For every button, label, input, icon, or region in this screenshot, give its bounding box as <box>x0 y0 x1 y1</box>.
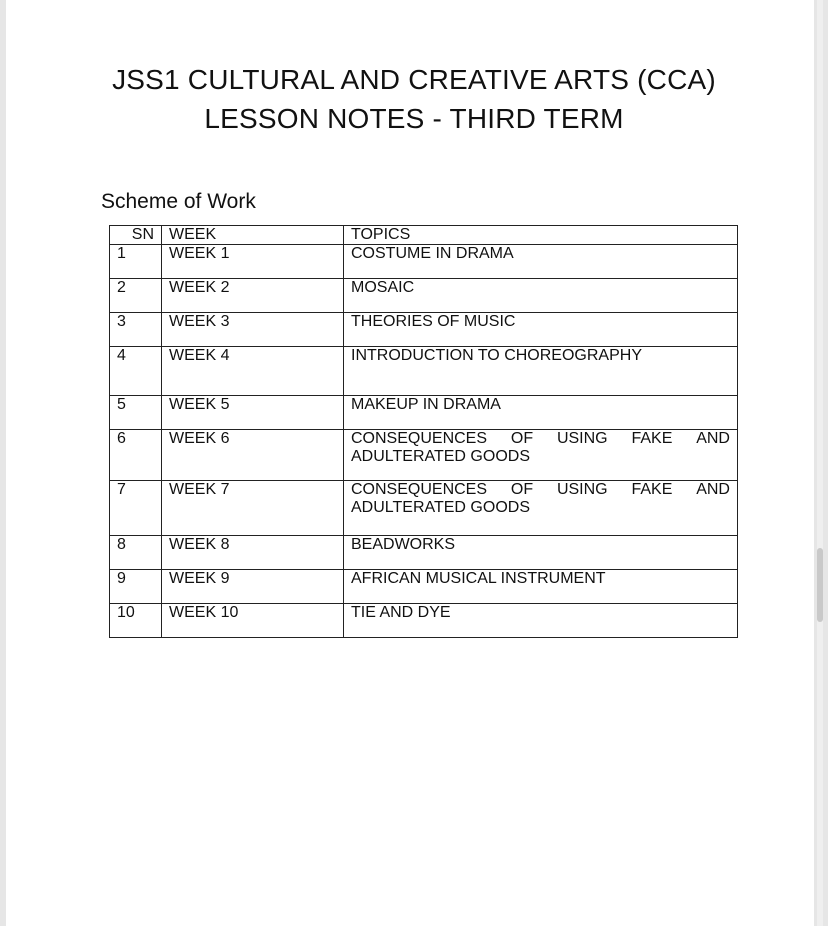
cell-week: WEEK 1 <box>162 245 344 279</box>
cell-sn: 5 <box>110 396 162 430</box>
title-line-2: LESSON NOTES - THIRD TERM <box>204 103 624 134</box>
topic-word: AND <box>696 481 730 498</box>
cell-sn: 4 <box>110 347 162 396</box>
topic-word: OF <box>510 430 534 447</box>
cell-topic: TIE AND DYE <box>344 604 738 638</box>
cell-week: WEEK 3 <box>162 313 344 347</box>
header-topics: TOPICS <box>344 226 738 245</box>
table-header-row <box>110 226 738 245</box>
cell-topic <box>344 481 738 536</box>
cell-topic <box>344 430 738 481</box>
cell-topic: BEADWORKS <box>344 536 738 570</box>
topic-word: CONSEQUENCES <box>351 430 488 447</box>
table-row <box>110 347 738 396</box>
cell-topic: AFRICAN MUSICAL INSTRUMENT <box>344 570 738 604</box>
topic-line-2: ADULTERATED GOODS <box>351 499 530 516</box>
topic-word: CONSEQUENCES <box>351 481 488 498</box>
cell-sn: 9 <box>110 570 162 604</box>
cell-topic: COSTUME IN DRAMA <box>344 245 738 279</box>
topic-line-1 <box>351 430 730 448</box>
header-sn: SN <box>110 226 162 245</box>
cell-sn: 7 <box>110 481 162 536</box>
table-row <box>110 430 738 481</box>
topic-word: OF <box>510 481 534 498</box>
table-row <box>110 313 738 347</box>
cell-week: WEEK 7 <box>162 481 344 536</box>
topic-line-1 <box>351 481 730 499</box>
cell-sn: 3 <box>110 313 162 347</box>
cell-topic: MOSAIC <box>344 279 738 313</box>
topic-word: FAKE <box>631 430 673 447</box>
scheme-of-work-table <box>109 225 738 638</box>
cell-week: WEEK 9 <box>162 570 344 604</box>
table-row <box>110 396 738 430</box>
table-row <box>110 279 738 313</box>
cell-sn: 8 <box>110 536 162 570</box>
cell-sn: 2 <box>110 279 162 313</box>
cell-week: WEEK 10 <box>162 604 344 638</box>
cell-week: WEEK 4 <box>162 347 344 396</box>
table-row <box>110 604 738 638</box>
scrollbar-track[interactable] <box>817 0 823 926</box>
cell-sn: 6 <box>110 430 162 481</box>
cell-topic: INTRODUCTION TO CHOREOGRAPHY <box>344 347 738 396</box>
header-week: WEEK <box>162 226 344 245</box>
cell-week: WEEK 6 <box>162 430 344 481</box>
table-row <box>110 570 738 604</box>
topic-line-2: ADULTERATED GOODS <box>351 448 530 465</box>
cell-sn: 10 <box>110 604 162 638</box>
cell-week: WEEK 5 <box>162 396 344 430</box>
table-row <box>110 245 738 279</box>
topic-word: USING <box>556 481 608 498</box>
cell-topic: MAKEUP IN DRAMA <box>344 396 738 430</box>
cell-topic: THEORIES OF MUSIC <box>344 313 738 347</box>
cell-sn: 1 <box>110 245 162 279</box>
table-row <box>110 536 738 570</box>
table-row <box>110 481 738 536</box>
title-line-1: JSS1 CULTURAL AND CREATIVE ARTS (CCA) <box>112 64 716 95</box>
topic-word: USING <box>556 430 608 447</box>
cell-week: WEEK 8 <box>162 536 344 570</box>
scrollbar-thumb[interactable] <box>817 548 823 622</box>
topic-word: FAKE <box>631 481 673 498</box>
cell-week: WEEK 2 <box>162 279 344 313</box>
topic-word: AND <box>696 430 730 447</box>
section-heading: Scheme of Work <box>101 190 256 213</box>
document-title <box>0 60 828 138</box>
